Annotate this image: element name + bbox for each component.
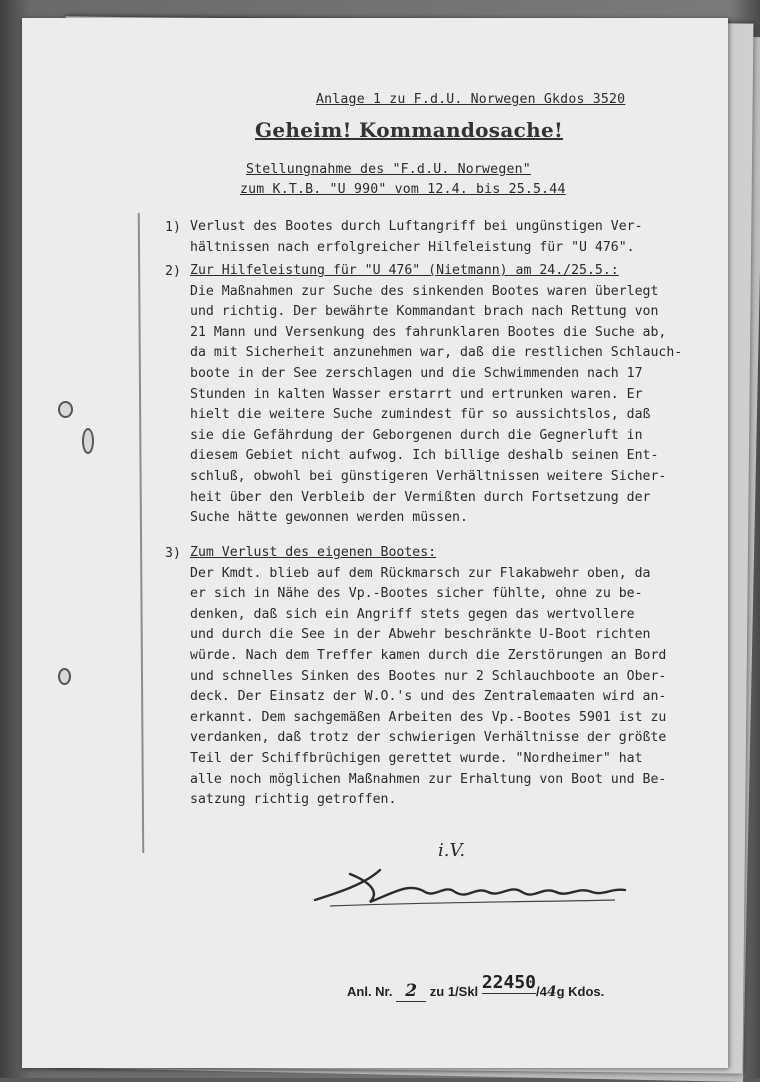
- document-title: Geheim! Kommandosache!: [255, 118, 564, 142]
- item-number: 2): [165, 264, 181, 279]
- item-1-text: [190, 217, 643, 258]
- signature-iv: i.V.: [438, 840, 466, 861]
- text-line: boote in der See zerschlagen und die Schwimmenden nach 17: [190, 365, 643, 381]
- text-line: 21 Mann und Versenkung des fahrunklaren Bootes die Suche ab,: [190, 324, 667, 340]
- item-heading: Zur Hilfeleistung für "U 476" (Nietmann) am 24./25.5.:: [190, 263, 619, 278]
- text-line: Die Maßnahmen zur Suche des sinkenden Bootes waren überlegt: [190, 283, 659, 299]
- text-line: und richtig. Der bewährte Kommandant brach nach Rettung von: [190, 304, 659, 320]
- text-line: und durch die See in der Abwehr beschränkte U-Boot richten: [190, 627, 651, 643]
- stamp-year: /4: [536, 984, 547, 999]
- text-line: deck. Der Einsatz der W.O.'s und des Zentralemaaten wird an-: [190, 689, 667, 705]
- text-line: da mit Sicherheit anzunehmen war, daß die restlichen Schlauch-: [190, 345, 683, 361]
- text-line: hältnissen nach erfolgreicher Hilfeleistung für "U 476".: [190, 239, 635, 255]
- punch-hole-icon: [58, 401, 73, 418]
- text-line: verdanken, daß trotz der schwierigen Verhältnisse der größte: [190, 730, 667, 746]
- text-line: erkannt. Dem sachgemäßen Arbeiten des Vp.-Bootes 5901 ist zu: [190, 709, 667, 725]
- text-line: hielt die weitere Suche zumindest für so aussichtslos, daß: [190, 407, 651, 423]
- text-line: heit über den Verbleib der Vermißten durch Fortsetzung der: [190, 489, 651, 505]
- text-line: würde. Nach dem Treffer kamen durch die Zerstörungen an Bord: [190, 647, 667, 663]
- margin-line: [138, 213, 144, 853]
- stamp-prefix: Anl. Nr.: [347, 984, 393, 999]
- stamp-anl-number: 2: [396, 981, 426, 1002]
- text-line: Verlust des Bootes durch Luftangriff bei ungünstigen Ver-: [190, 219, 643, 234]
- text-line: Stunden in kalten Wasser erstarrt und ertrunken waren. Er: [190, 386, 643, 402]
- signature-scrawl: [310, 862, 630, 910]
- stamp-zu: zu 1/Skl: [429, 984, 479, 999]
- text-line: Suche hätte gewonnen werden müssen.: [190, 510, 468, 526]
- text-line: satzung richtig getroffen.: [190, 792, 397, 808]
- text-line: Teil der Schiffbrüchigen gerettet wurde. "Nordheimer" hat: [190, 750, 643, 766]
- stamp-year-hand: 4: [546, 984, 557, 1000]
- anlage-line: Anlage 1 zu F.d.U. Norwegen Gkdos 3520: [316, 92, 626, 107]
- text-line: alle noch möglichen Maßnahmen zur Erhaltung von Boot und Be-: [190, 771, 667, 787]
- text-line: denken, daß sich ein Angriff stets gegen das wertvollere: [190, 606, 635, 622]
- registration-stamp: [347, 972, 605, 1002]
- punch-hole-icon: [82, 428, 94, 454]
- text-line: schluß, obwohl bei günstigeren Verhältnissen weitere Sicher-: [190, 468, 667, 484]
- punch-hole-icon: [58, 668, 71, 685]
- item-number: 3): [165, 546, 181, 561]
- item-2-text: [190, 261, 682, 529]
- text-line: er sich in Nähe des Vp.-Bootes sicher fühlte, ohne zu be-: [190, 586, 643, 602]
- item-number: 1): [165, 220, 181, 235]
- text-line: diesem Gebiet nicht aufwog. Ich billige deshalb seinen Ent-: [190, 448, 659, 464]
- subtitle-line-1: Stellungnahme des "F.d.U. Norwegen": [246, 162, 531, 177]
- stamp-skl-number: 22450: [481, 972, 536, 993]
- text-line: und schnelles Sinken des Bootes nur 2 Schlauchboote an Ober-: [190, 668, 667, 684]
- item-heading: Zum Verlust des eigenen Bootes:: [190, 545, 437, 560]
- text-line: Der Kmdt. blieb auf dem Rückmarsch zur Flakabwehr oben, da: [190, 565, 651, 581]
- text-line: sie die Gefährdung der Geborgenen durch die Gegnerluft in: [190, 427, 643, 443]
- stamp-suffix: g Kdos.: [556, 984, 605, 999]
- item-3-text: [190, 543, 666, 811]
- subtitle-line-2: zum K.T.B. "U 990" vom 12.4. bis 25.5.44: [240, 182, 566, 197]
